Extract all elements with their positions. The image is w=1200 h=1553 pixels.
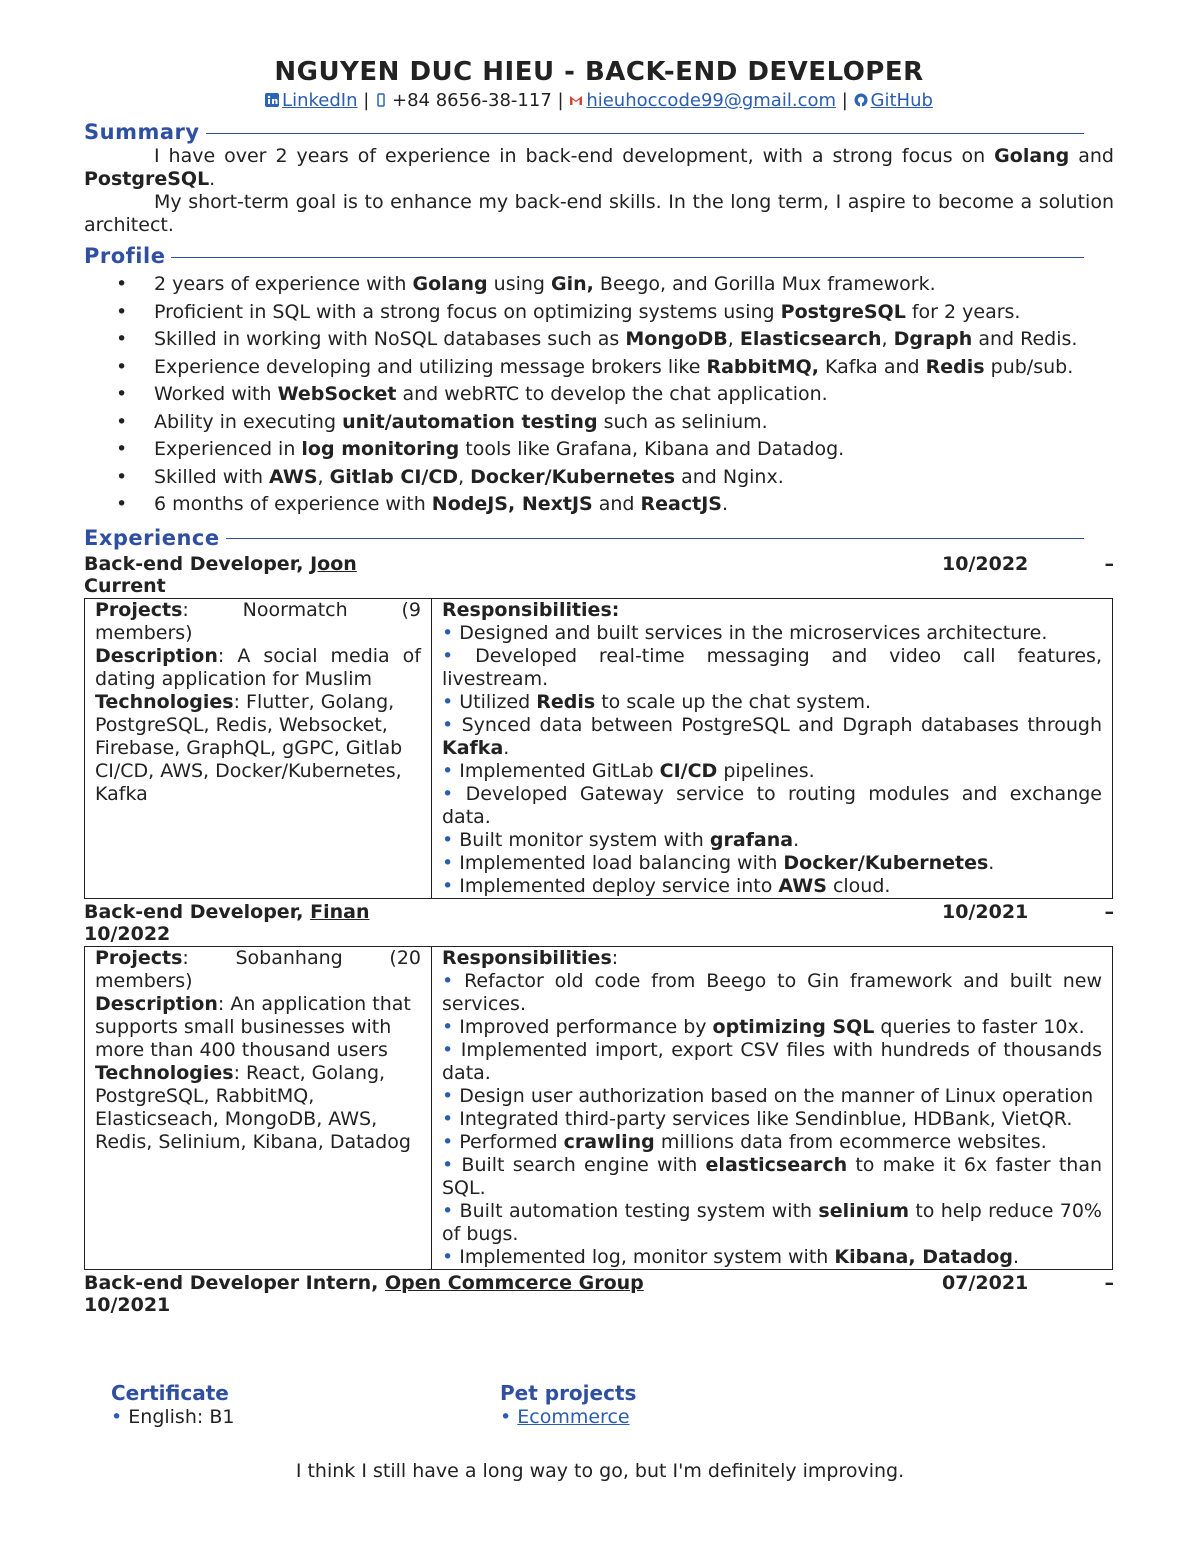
responsibility-item: • Implemented import, export CSV files with hundreds of thousands data. [442, 1038, 1103, 1084]
job-details-table [84, 946, 1113, 1270]
pet-projects-section [500, 1380, 889, 1428]
profile-item: • Proficient in SQL with a strong focus on optimizing systems using PostgreSQL for 2 years. [84, 299, 1114, 327]
responsibility-item: • Designed and built services in the microservices architecture. [442, 621, 1048, 644]
responsibilities-list [442, 970, 1102, 1269]
certificate-item: • English: B1 [111, 1406, 235, 1428]
bullet-icon: • [442, 828, 460, 851]
responsibilities-cell: Responsibilities: • Refactor old code from Beego to Gin framework and built new services. • Improved performance by optimizing SQL queries to faster 10x. • Implemented import, export CSV files with hundreds of thousands data. • Design user authorization based on the manner of Linux operation • Integrated third-party services like Sendinblue, HDBank, VietQR. • Performed crawling millions data from ecommerce websites. • Built search engine with elasticsearch to make it 6x faster than SQL. • Built automation testing system with selinium to help reduce 70% of bugs. • Implemented log, monitor system with Kibana, Datadog. [432, 946, 1113, 1269]
responsibility-item: • Performed crawling millions data from ecommerce websites. [442, 1130, 1047, 1153]
resume-page [84, 55, 1114, 1316]
profile-item: • 6 months of experience with NodeJS, NextJS and ReactJS. [84, 491, 1114, 519]
responsibilities-cell: Responsibilities: • Designed and built services in the microservices architecture. • Developed real-time messaging and video call features, livestream. • Utilized Redis to scale up the chat system. • Synced data between PostgreSQL and Dgraph databases through Kafka. • Implemented GitLab CI/CD pipelines. • Developed Gateway service to routing modules and exchange data. • Built monitor system with grafana. • Implemented load balancing with Docker/Kubernetes. • Implemented deploy service into AWS cloud. [432, 598, 1113, 898]
github-icon [854, 93, 868, 107]
job-header: Back-end Developer Intern, Open Commcerce Group 07/2021 – [84, 1271, 1114, 1294]
company-name: Open Commcerce Group [384, 1271, 644, 1294]
company-name: Joon [310, 552, 357, 575]
bullet-icon: • [442, 1084, 460, 1107]
responsibility-item: • Utilized Redis to scale up the chat system. [442, 690, 872, 713]
profile-item: • Ability in executing unit/automation testing such as selinium. [84, 409, 1114, 437]
project-info-cell: Projects: Sobanhang (20 members) Description: An application that supports small businesses with more than 400 thousand users Technologies: React, Golang, PostgreSQL, RabbitMQ, Elasticseach, MongoDB, AWS, Redis, Selinium, Kibana, Datadog [85, 946, 432, 1269]
profile-item: • Experience developing and utilizing message brokers like RabbitMQ, Kafka and Redis pub/sub. [84, 354, 1114, 382]
footer-note: I think I still have a long way to go, but I'm definitely improving. [295, 1460, 905, 1482]
phone-number: +84 8656-38-117 [392, 90, 552, 111]
email-link[interactable]: hieuhoccode99@gmail.com [586, 90, 837, 111]
bullet-icon: • [442, 1015, 460, 1038]
responsibilities-list [442, 622, 1102, 898]
bullet-icon: • [442, 1130, 460, 1153]
profile-item: • Experienced in log monitoring tools like Grafana, Kibana and Datadog. [84, 436, 1114, 464]
summary-paragraph-1: I have over 2 years of experience in back-end development, with a strong focus on Golang and PostgreSQL. [84, 145, 1114, 190]
responsibility-item: • Built monitor system with grafana. [442, 828, 800, 851]
responsibility-item: • Implemented log, monitor system with Kibana, Datadog. [442, 1245, 1020, 1268]
bullet-icon: • [442, 1038, 461, 1061]
summary-section-title: Summary [84, 119, 1084, 145]
job-header: Back-end Developer, Joon 10/2022 – [84, 552, 1114, 575]
section-rule [206, 133, 1084, 134]
resume-title: NGUYEN DUC HIEU - BACK-END DEVELOPER [274, 57, 924, 87]
responsibility-item: • Refactor old code from Beego to Gin framework and built new services. [442, 969, 1103, 1015]
bullet-icon: • [442, 1245, 460, 1268]
separator: | [841, 90, 854, 111]
company-name: Finan [310, 900, 370, 923]
certificate-section [111, 1380, 500, 1428]
profile-list [84, 271, 1114, 519]
profile-item: • Skilled with AWS, Gitlab CI/CD, Docker/Kubernetes and Nginx. [84, 464, 1114, 492]
profile-item: • Worked with WebSocket and webRTC to develop the chat application. [84, 381, 1114, 409]
pet-project-item: • Ecommerce [500, 1406, 630, 1428]
separator: | [363, 90, 376, 111]
summary-paragraph-2: My short-term goal is to enhance my back-end skills. In the long term, I aspire to become a solution architect. [84, 191, 1114, 236]
github-link[interactable]: GitHub [870, 90, 933, 111]
responsibility-item: • Implemented load balancing with Docker/Kubernetes. [442, 851, 995, 874]
gmail-icon [569, 93, 583, 107]
bullet-icon: • [442, 1199, 460, 1222]
bullet-icon: • [442, 621, 460, 644]
bullet-icon: • [442, 1153, 462, 1176]
responsibility-item: • Built automation testing system with selinium to help reduce 70% of bugs. [442, 1199, 1102, 1245]
profile-section-title: Profile [84, 243, 1084, 269]
profile-item: • Skilled in working with NoSQL databases such as MongoDB, Elasticsearch, Dgraph and Redis. [84, 326, 1114, 354]
bullet-icon: • [442, 874, 460, 897]
section-rule [226, 538, 1084, 539]
job-end-date: 10/2022 [84, 922, 171, 945]
responsibility-item: • Synced data between PostgreSQL and Dgraph databases through Kafka. [442, 713, 1102, 759]
certificate-title: Certificate [111, 1381, 229, 1405]
job-end-date: Current [84, 574, 166, 597]
bullet-icon: • [442, 782, 466, 805]
job-details-table [84, 598, 1113, 899]
bottom-columns [111, 1380, 1011, 1428]
job-end-date: 10/2021 [84, 1293, 171, 1316]
profile-item: • 2 years of experience with Golang using Gin, Beego, and Gorilla Mux framework. [84, 271, 1114, 299]
responsibility-item: • Developed real-time messaging and video call features, livestream. [442, 644, 1103, 690]
bullet-icon: • [442, 759, 460, 782]
responsibility-item: • Implemented deploy service into AWS cloud. [442, 874, 891, 897]
pet-projects-title: Pet projects [500, 1381, 637, 1405]
contact-line [84, 89, 1114, 113]
section-rule [171, 257, 1084, 258]
bullet-icon: • [442, 690, 460, 713]
bullet-icon: • [442, 969, 465, 992]
linkedin-link[interactable]: LinkedIn [282, 90, 358, 111]
bullet-icon: • [442, 851, 460, 874]
project-info-cell: Projects: Noormatch (9 members) Description: A social media of dating application for Muslim Technologies: Flutter, Golang, PostgreSQL, Redis, Websocket, Firebase, GraphQL, gGPC, Gitlab CI/CD, AWS, Docker/Kubernetes, Kafka [85, 598, 432, 898]
bullet-icon: • [442, 644, 476, 667]
experience-section-title: Experience [84, 525, 1084, 551]
responsibility-item: • Improved performance by optimizing SQL queries to faster 10x. [442, 1015, 1085, 1038]
job-header: Back-end Developer, Finan 10/2021 – [84, 900, 1114, 923]
ecommerce-link[interactable]: Ecommerce [517, 1406, 630, 1428]
responsibility-item: • Design user authorization based on the manner of Linux operation [442, 1084, 1094, 1107]
responsibility-item: • Built search engine with elasticsearch to make it 6x faster than SQL. [442, 1153, 1103, 1199]
bullet-icon: • [442, 1107, 460, 1130]
responsibility-item: • Developed Gateway service to routing modules and exchange data. [442, 782, 1102, 828]
phone-icon [375, 93, 389, 107]
bullet-icon: • [442, 713, 462, 736]
linkedin-icon [265, 93, 279, 107]
separator: | [557, 90, 570, 111]
responsibility-item: • Implemented GitLab CI/CD pipelines. [442, 759, 815, 782]
responsibility-item: • Integrated third-party services like Sendinblue, HDBank, VietQR. [442, 1107, 1073, 1130]
